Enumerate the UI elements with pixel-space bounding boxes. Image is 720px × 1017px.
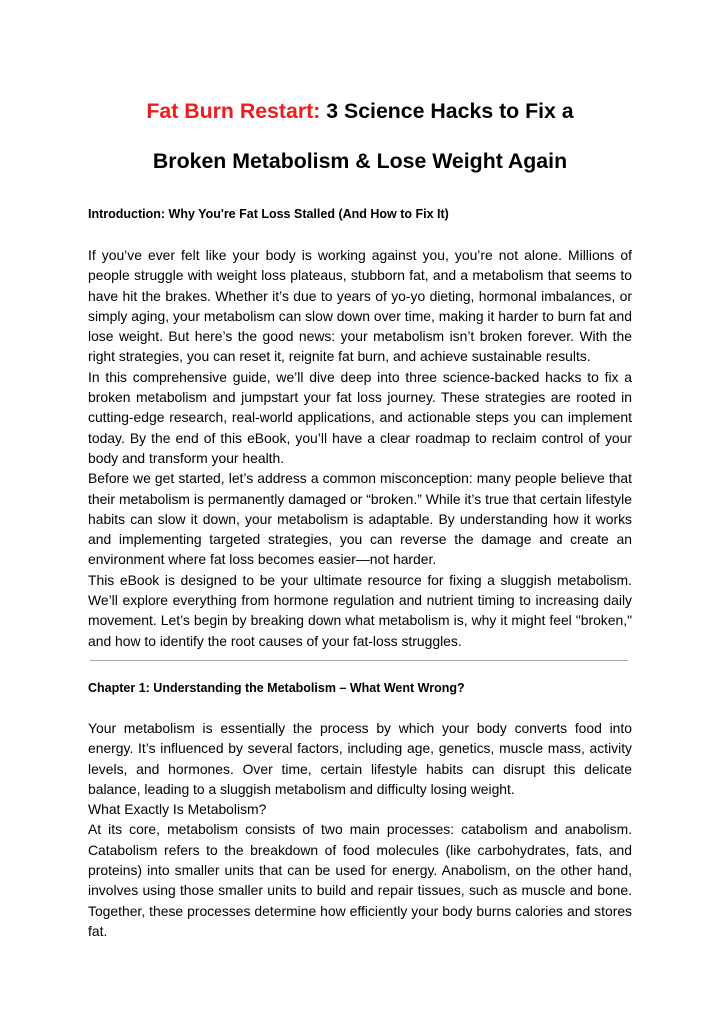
title-line-1 [0, 101, 720, 122]
intro-heading: Introduction: Why You're Fat Loss Stalled (And How to Fix It) [88, 207, 449, 221]
intro-paragraph-3: Before we get started, let’s address a common misconception: many people believe that their metabolism is permanently damaged or “broken.” While it’s true that certain lifestyle habits can slow it down, your metabolism is adaptable. By understanding how it works and implementing targeted strategies, you can reverse the damage and create an environment where fat loss becomes easier—not harder. [88, 470, 632, 568]
chapter-1-paragraph-2: At its core, metabolism consists of two main processes: catabolism and anabolism. Catabolism refers to the breakdown of food molecules (like carbohydrates, fats, and proteins) into smaller units that can be used for energy. Anabolism, on the other hand, involves using those smaller units to build and repair tissues, such as muscle and bone. Together, these processes determine how efficiently your body burns calories and stores fat. [88, 821, 632, 939]
chapter-1-heading: Chapter 1: Understanding the Metabolism – What Went Wrong? [88, 681, 465, 695]
chapter-1-body [88, 718, 632, 941]
title-rest: 3 Science Hacks to Fix a [320, 99, 574, 123]
chapter-1-paragraph-1: Your metabolism is essentially the process by which your body converts food into energy. It’s influenced by several factors, including age, genetics, muscle mass, activity levels, and hormones. Over time, certain lifestyle habits can disrupt this delicate balance, leading to a sluggish metabolism and difficulty losing weight. [88, 720, 632, 797]
intro-paragraph-4: This eBook is designed to be your ultimate resource for fixing a sluggish metabolism. We’ll explore everything from hormone regulation and nutrient timing to increasing daily movement. Let’s begin by breaking down what metabolism is, why it might feel "broken," and how to identify the root causes of your fat-loss struggles. [88, 571, 632, 649]
chapter-1-subheading: What Exactly Is Metabolism? [88, 801, 267, 818]
intro-paragraph-2: In this comprehensive guide, we’ll dive deep into three science-backed hacks to fix a broken metabolism and jumpstart your fat loss journey. These strategies are rooted in cutting-edge research, real-world applications, and actionable steps you can implement today. By the end of this eBook, you’ll have a clear roadmap to reclaim control of your body and transform your health. [88, 368, 632, 466]
intro-paragraph-1: If you’ve ever felt like your body is working against you, you’re not alone. Millions of people struggle with weight loss plateaus, stubborn fat, and a metabolism that seems to have hit the brakes. Whether it’s due to years of yo-yo dieting, hormonal imbalances, or simply aging, your metabolism can slow down over time, making it harder to burn fat and lose weight. But here’s the good news: your metabolism isn’t broken forever. With the right strategies, you can reset it, reignite fat burn, and achieve sustainable results. [88, 247, 632, 365]
title-line-2: Broken Metabolism & Lose Weight Again [152, 149, 568, 173]
intro-body [88, 245, 632, 651]
section-divider [90, 660, 628, 661]
title-accent: Fat Burn Restart: [146, 99, 321, 123]
